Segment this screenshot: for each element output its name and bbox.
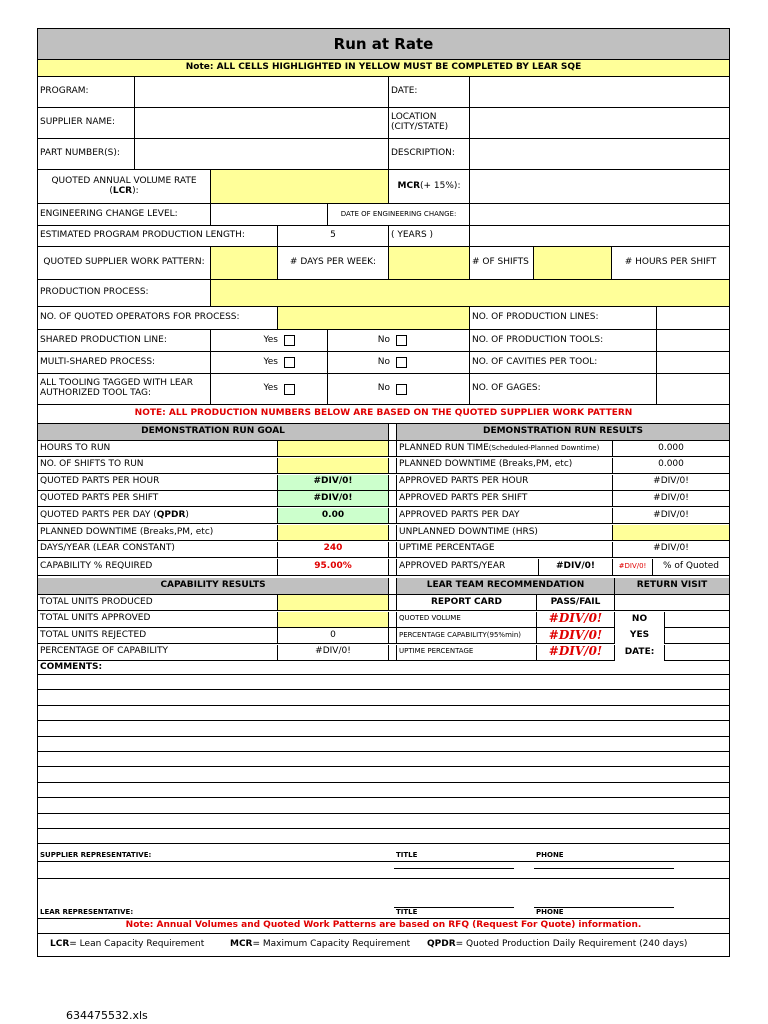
supplier-title-label: TITLE <box>394 834 534 879</box>
demo-row <box>38 525 729 541</box>
bottom-note: Note: Annual Volumes and Quoted Work Patterns are based on RFQ (Request For Quote) information. <box>38 919 729 934</box>
capability-row <box>38 645 729 661</box>
spacer <box>389 542 397 558</box>
file-name: 634475532.xls <box>66 1009 148 1022</box>
num-shifts-field[interactable] <box>534 247 612 280</box>
multi-shared-yes-checkbox[interactable] <box>284 357 295 368</box>
demo-goal-label: HOURS TO RUN <box>38 441 278 457</box>
demo-result-value: #DIV/0! <box>613 491 729 507</box>
demo-goal-value[interactable] <box>278 441 389 457</box>
comment-line-cell[interactable] <box>38 767 729 782</box>
comment-line <box>38 690 729 705</box>
comment-line <box>38 737 729 752</box>
recommendation-label: QUOTED VOLUME <box>397 612 537 628</box>
demo-result-value: #DIV/0! <box>539 559 613 576</box>
shared-line-no: No <box>328 330 470 352</box>
legend-mcr: MCR = Maximum Capacity Requirement <box>230 939 411 950</box>
spacer <box>389 612 397 628</box>
eng-change-level-label: ENGINEERING CHANGE LEVEL: <box>38 204 211 226</box>
spacer <box>389 559 397 576</box>
date-of-eng-change-label: DATE OF ENGINEERING CHANGE: <box>328 204 470 226</box>
spacer <box>389 628 397 644</box>
comment-line <box>38 721 729 736</box>
program-label: PROGRAM: <box>38 77 135 108</box>
num-operators-field[interactable] <box>278 307 470 330</box>
demo-result-label: APPROVED PARTS PER DAY <box>397 508 613 524</box>
comment-line <box>38 814 729 829</box>
num-cavities-field[interactable] <box>657 352 729 374</box>
demo-goal-value: #DIV/0! <box>278 475 389 491</box>
years-blank <box>470 226 729 247</box>
return-visit-label: DATE: <box>615 645 665 661</box>
spacer <box>389 458 397 474</box>
comment-line-cell[interactable] <box>38 690 729 705</box>
run-at-rate-form <box>37 28 730 957</box>
quoted-annual-label <box>38 170 211 204</box>
spacer <box>389 578 397 595</box>
recommendation-label: UPTIME PERCENTAGE <box>397 645 537 661</box>
legend-row <box>38 934 729 956</box>
comment-line-cell[interactable] <box>38 752 729 767</box>
bottom-note-row <box>38 919 729 934</box>
pct-quoted-label: % of Quoted <box>653 559 729 576</box>
part-numbers-label: PART NUMBER(S): <box>38 139 135 170</box>
demo-result-value: 0.000 <box>613 441 729 457</box>
red-note: NOTE: ALL PRODUCTION NUMBERS BELOW ARE BASED ON THE QUOTED SUPPLIER WORK PATTERN <box>38 405 729 424</box>
spacer <box>389 491 397 507</box>
capability-header: CAPABILITY RESULTS <box>38 578 389 595</box>
multi-shared-no-checkbox[interactable] <box>396 357 407 368</box>
demo-row <box>38 559 729 576</box>
phone-signature-line <box>534 907 674 908</box>
demo-goal-value: 0.00 <box>278 508 389 524</box>
demo-goal-header: DEMONSTRATION RUN GOAL <box>38 424 389 441</box>
tooling-row <box>38 374 729 405</box>
comments-label-row <box>38 661 729 675</box>
supplier-sign-row <box>38 834 729 879</box>
supplier-rep-label: SUPPLIER REPRESENTATIVE: <box>38 834 394 879</box>
return-visit-header: RETURN VISIT <box>615 578 729 595</box>
num-prod-tools-field[interactable] <box>657 330 729 352</box>
return-visit-field[interactable] <box>665 628 729 644</box>
demo-goal-value[interactable] <box>278 458 389 474</box>
capability-label: PERCENTAGE OF CAPABILITY <box>38 645 278 661</box>
tooling-yes-checkbox[interactable] <box>284 384 295 395</box>
tooling-no: No <box>328 374 470 405</box>
pct-quoted-value: #DIV/0! <box>613 559 653 576</box>
lear-sign-row <box>38 879 729 919</box>
spacer <box>389 595 397 611</box>
num-operators-label: NO. OF QUOTED OPERATORS FOR PROCESS: <box>38 307 278 330</box>
est-length-row <box>38 226 729 247</box>
years-label: ( YEARS ) <box>389 226 470 247</box>
demo-row <box>38 491 729 507</box>
supplier-name-field[interactable] <box>135 108 389 139</box>
legend-lcr: LCR = Lean Capacity Requirement <box>50 939 205 950</box>
return-visit-field[interactable] <box>665 645 729 661</box>
hours-per-shift-label: # HOURS PER SHIFT <box>612 247 729 280</box>
report-card-header: REPORT CARD <box>397 595 537 611</box>
demo-row <box>38 441 729 457</box>
comment-line <box>38 752 729 767</box>
demo-result-label: APPROVED PARTS PER HOUR <box>397 475 613 491</box>
demo-result-value: #DIV/0! <box>613 508 729 524</box>
multi-shared-yes: Yes <box>211 352 328 374</box>
date-label: DATE: <box>389 77 470 108</box>
recommendation-header: LEAR TEAM RECOMMENDATION <box>397 578 615 595</box>
demo-goal-label: QUOTED PARTS PER SHIFT <box>38 491 278 507</box>
prod-process-label: PRODUCTION PROCESS: <box>38 280 211 307</box>
demo-row <box>38 475 729 491</box>
spacer <box>389 475 397 491</box>
recommendation-label: PERCENTAGE CAPABILITY(95%min) <box>397 628 537 644</box>
legend-qpdr: QPDR = Quoted Production Daily Requirement (240 days) <box>427 939 688 950</box>
spacer <box>389 441 397 457</box>
lear-phone-label: PHONE <box>534 879 729 919</box>
yellow-note-row <box>38 60 729 77</box>
return-visit-label: NO <box>615 612 665 628</box>
comment-line-cell[interactable] <box>38 675 729 690</box>
shared-line-yes: Yes <box>211 330 328 352</box>
capability-row <box>38 628 729 644</box>
demo-result-label: APPROVED PARTS/YEAR <box>397 559 539 576</box>
num-shifts-label: # OF SHIFTS <box>470 247 534 280</box>
multi-shared-label: MULTI-SHARED PROCESS: <box>38 352 211 374</box>
num-prod-lines-field[interactable] <box>657 307 729 330</box>
phone-signature-line <box>534 868 674 869</box>
tooling-no-checkbox[interactable] <box>396 384 407 395</box>
demo-result-value: #DIV/0! <box>613 475 729 491</box>
part-numbers-field[interactable] <box>135 139 389 170</box>
title-row <box>38 29 729 60</box>
supplier-row <box>38 108 729 139</box>
demo-goal-value: 240 <box>278 542 389 558</box>
demo-result-value: #DIV/0! <box>613 542 729 558</box>
shared-line-no-checkbox[interactable] <box>396 335 407 346</box>
title-signature-line <box>394 907 514 908</box>
tooling-yes: Yes <box>211 374 328 405</box>
title-signature-line <box>394 868 514 869</box>
demo-row <box>38 508 729 524</box>
demo-goal-label: NO. OF SHIFTS TO RUN <box>38 458 278 474</box>
num-gages-field[interactable] <box>657 374 729 405</box>
capability-value: #DIV/0! <box>278 645 389 661</box>
recommendation-value: #DIV/0! <box>537 645 615 661</box>
comment-line-cell[interactable] <box>38 814 729 829</box>
return-visit-blank <box>615 595 729 611</box>
shared-line-row <box>38 330 729 352</box>
part-row <box>38 139 729 170</box>
multi-shared-row <box>38 352 729 374</box>
comment-line <box>38 706 729 721</box>
comment-line-cell[interactable] <box>38 798 729 813</box>
spacer <box>389 424 397 441</box>
num-gages-label: NO. OF GAGES: <box>470 374 657 405</box>
multi-shared-no: No <box>328 352 470 374</box>
capability-label: TOTAL UNITS APPROVED <box>38 612 278 628</box>
demo-goal-label: CAPABILITY % REQUIRED <box>38 559 278 576</box>
demo-result-label: PLANNED DOWNTIME (Breaks,PM, etc) <box>397 458 613 474</box>
demo-goal-label: QUOTED PARTS PER DAY ( QPDR ) <box>38 508 278 524</box>
spacer <box>389 645 397 661</box>
num-prod-lines-label: NO. OF PRODUCTION LINES: <box>470 307 657 330</box>
prod-process-row <box>38 280 729 307</box>
est-prod-length-label: ESTIMATED PROGRAM PRODUCTION LENGTH: <box>38 226 278 247</box>
shared-line-label: SHARED PRODUCTION LINE: <box>38 330 211 352</box>
demo-result-label: APPROVED PARTS PER SHIFT <box>397 491 613 507</box>
lcr-field[interactable] <box>211 170 389 204</box>
demo-results-header: DEMONSTRATION RUN RESULTS <box>397 424 729 441</box>
num-prod-tools-label: NO. OF PRODUCTION TOOLS: <box>470 330 657 352</box>
comment-line-cell[interactable] <box>38 783 729 798</box>
lear-rep-label: LEAR REPRESENTATIVE: <box>38 879 394 919</box>
program-field[interactable] <box>135 77 389 108</box>
capability-label: TOTAL UNITS PRODUCED <box>38 595 278 611</box>
description-label: DESCRIPTION: <box>389 139 470 170</box>
work-pattern-field[interactable] <box>211 247 278 280</box>
mcr-field[interactable] <box>470 170 729 204</box>
supplier-phone-label: PHONE <box>534 834 729 879</box>
demo-goal-value[interactable] <box>278 525 389 541</box>
demo-result-label: PLANNED RUN TIME (Scheduled-Planned Downtime) <box>397 441 613 457</box>
program-row <box>38 77 729 108</box>
shared-line-yes-checkbox[interactable] <box>284 335 295 346</box>
comment-line-cell[interactable] <box>38 706 729 721</box>
demo-goal-label: QUOTED PARTS PER HOUR <box>38 475 278 491</box>
return-visit-label: YES <box>615 628 665 644</box>
demo-result-value: 0.000 <box>613 458 729 474</box>
recommendation-value: #DIV/0! <box>537 628 615 644</box>
red-note-row <box>38 405 729 424</box>
comment-line <box>38 783 729 798</box>
recommendation-value: #DIV/0! <box>537 612 615 628</box>
prod-process-field[interactable] <box>211 280 729 307</box>
date-of-eng-change-field[interactable] <box>470 204 729 226</box>
description-field[interactable] <box>470 139 729 170</box>
num-cavities-label: NO. OF CAVITIES PER TOOL: <box>470 352 657 374</box>
demo-result-label: UNPLANNED DOWNTIME (HRS) <box>397 525 613 541</box>
volume-row <box>38 170 729 204</box>
days-per-week-field[interactable] <box>389 247 470 280</box>
demo-goal-label: DAYS/YEAR (LEAR CONSTANT) <box>38 542 278 558</box>
demo-goal-value: 95.00% <box>278 559 389 576</box>
supplier-name-label: SUPPLIER NAME: <box>38 108 135 139</box>
demo-header-row <box>38 424 729 441</box>
work-pattern-row <box>38 247 729 280</box>
comment-line-cell[interactable] <box>38 737 729 752</box>
demo-row <box>38 542 729 558</box>
capability-value[interactable] <box>278 612 389 628</box>
quoted-annual-text: QUOTED ANNUAL VOLUME RATE <box>51 175 197 186</box>
return-visit-field[interactable] <box>665 612 729 628</box>
demo-row <box>38 458 729 474</box>
demo-goal-label: PLANNED DOWNTIME (Breaks,PM, etc) <box>38 525 278 541</box>
capability-value[interactable] <box>278 595 389 611</box>
comment-line <box>38 675 729 690</box>
days-per-week-label: # DAYS PER WEEK: <box>278 247 389 280</box>
capability-value: 0 <box>278 628 389 644</box>
comment-line <box>38 798 729 813</box>
yellow-note: Note: ALL CELLS HIGHLIGHTED IN YELLOW MUST BE COMPLETED BY LEAR SQE <box>38 60 729 77</box>
mcr-label: MCR (+ 15%): <box>389 170 470 204</box>
cap-header-row <box>38 578 729 595</box>
capability-row <box>38 612 729 628</box>
spacer <box>389 525 397 541</box>
est-prod-length-value[interactable]: 5 <box>278 226 389 247</box>
comments-label: COMMENTS: <box>38 661 729 675</box>
spacer <box>389 508 397 524</box>
pass-fail-header: PASS/FAIL <box>537 595 615 611</box>
lcr-text: (LCR): <box>109 185 139 196</box>
tooling-tagged-label: ALL TOOLING TAGGED WITH LEAR AUTHORIZED TOOL TAG: <box>38 374 211 405</box>
comment-line-cell[interactable] <box>38 721 729 736</box>
location-field[interactable] <box>470 108 729 139</box>
operators-row <box>38 307 729 330</box>
demo-result-label: UPTIME PERCENTAGE <box>397 542 613 558</box>
work-pattern-label: QUOTED SUPPLIER WORK PATTERN: <box>38 247 211 280</box>
date-field[interactable] <box>470 77 729 108</box>
page-title: Run at Rate <box>38 29 729 60</box>
divider <box>38 861 729 862</box>
comment-line <box>38 767 729 782</box>
eng-change-level-field[interactable] <box>211 204 328 226</box>
capability-row <box>38 595 729 611</box>
lear-title-label: TITLE <box>394 879 534 919</box>
demo-goal-value: #DIV/0! <box>278 491 389 507</box>
demo-result-value[interactable] <box>613 525 729 541</box>
capability-label: TOTAL UNITS REJECTED <box>38 628 278 644</box>
eng-change-row <box>38 204 729 226</box>
location-label: LOCATION (CITY/STATE) <box>389 108 470 139</box>
